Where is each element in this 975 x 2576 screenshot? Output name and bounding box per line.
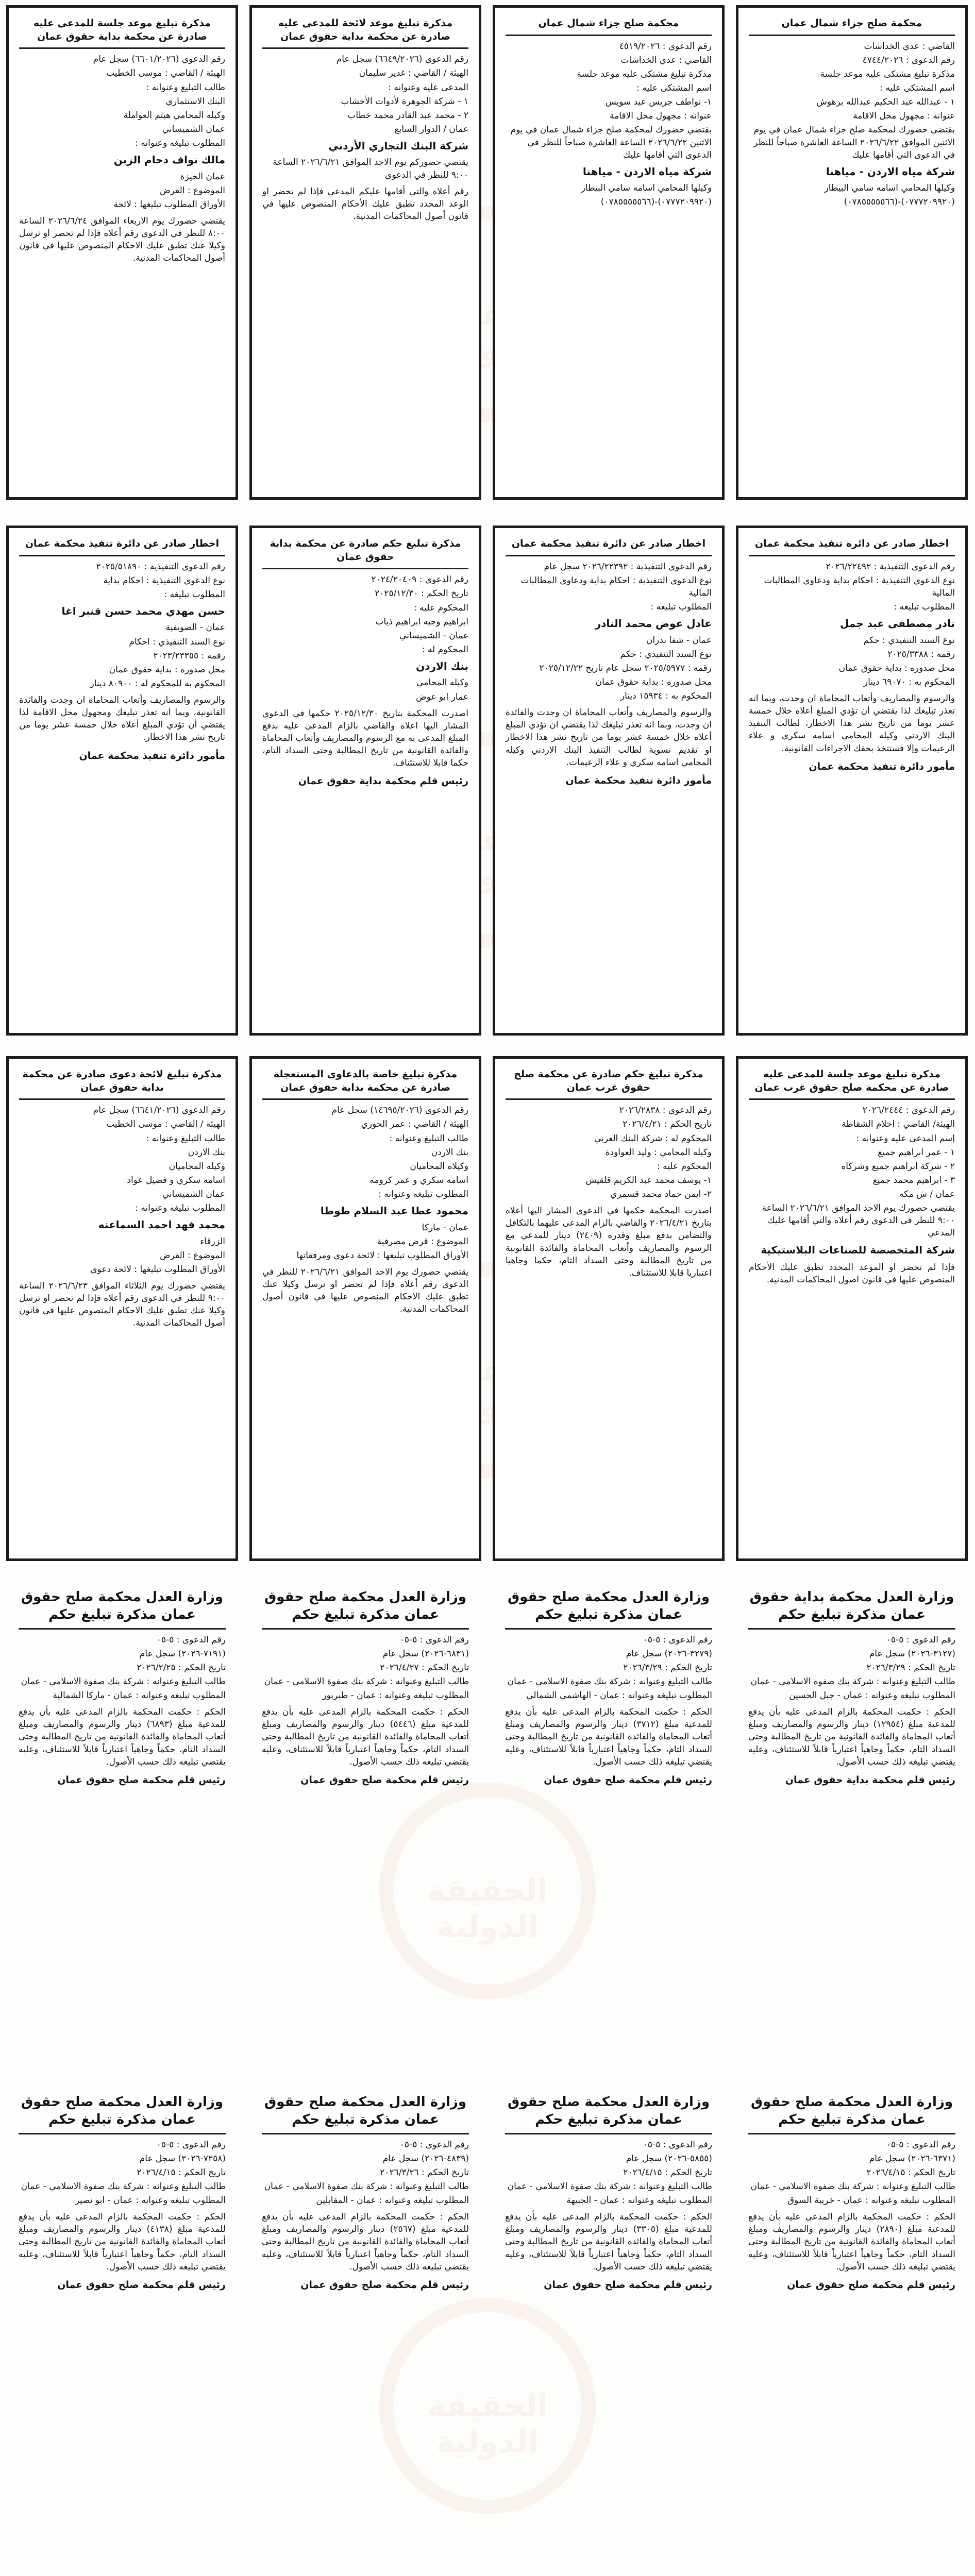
notice-line: يقتضي حضوركم يوم الاحد الموافق ٢٠٢٦/٦/٢١ الساعة ٩:٠٠ للنظر في الدعوى: [273, 157, 468, 180]
notice-line: المحكوم به : ١٥٩٣٤ دينار: [620, 691, 712, 702]
notice-line: بقتضي حضورك لمحكمة صلح جزاء شمال عمان في يوم الاثنين ٢٠٢٦/٦/٢٢ الساعة العاشرة صباحاً للنظر في الدعوى التي أقامها عليك: [510, 125, 712, 160]
notice-line: (٦٨٣١-٢٠٢٦) سجل عام: [382, 1648, 469, 1659]
notice-line: وكيلاه المحاميان: [410, 1161, 468, 1172]
notice-line: المطلوب تبليغه :: [164, 589, 225, 600]
notice-line: المطلوب تبليغه وعنوانه : عمان - طبربور: [322, 1690, 469, 1701]
notice-body: يقتضي حضورك يوم الاربعاء الموافق ٢٠٢٦/٦/٢٤ الساعة ٨:٠٠ للنظر في الدعوى رقم أعلاه فإذا لم تحضر او ترسل وكيلا عنك تطبق عليك الاحكام المنصوص عليها في قانون أصول المحاكمات المدنية.: [19, 215, 225, 264]
notice-divider: [19, 47, 225, 49]
notice-line: الهيئة / القاضي : غدير سليمان: [359, 68, 468, 79]
legal-notice: [736, 1582, 968, 2076]
notice-line: وكيله المحامي : وليد العواودة: [605, 1147, 712, 1158]
notice-line: الأوراق المطلوب تبليغها : لائحة دعوى: [90, 1264, 225, 1275]
notice-line: تاريخ الحكم : ٢٠٢٦/٣/٢٩: [623, 1662, 712, 1673]
notice-line: بنك الاردن: [431, 1147, 468, 1158]
notice-divider: [505, 2133, 712, 2134]
legal-notice: [6, 1056, 238, 1561]
notice-divider: [262, 47, 468, 49]
notice-body: اصدرت المحكمة حكمها في الدعوى المشار اليها أعلاه بتاريخ ٢٠٢٦/٤/٢١ والقاضي بالزام المدعى عليهما بالتكافل والتضامن بدفع مبلغ وقدره (٢٤٠٩) دينار للمدعي مع الرسوم والمصاريف وأتعاب المحاماة والفائدة القانونية من تاريخ المطالبة وحتى السداد التام، حكما وجاهيا اعتباريا قابلا للاستئناف.: [506, 1206, 712, 1278]
notice-line: طالب التبليغ وعنوانه : شركة بنك صفوة الاسلامي - عمان: [507, 2181, 712, 2192]
notice-body: يقتضي حضورك يوم الثلاثاء الموافق ٢٠٢٦/٦/٢٣ الساعة ٩:٠٠ للنظر في الدعوى رقم أعلاه فإذا لم تحضر او ترسل وكيلا عنك تطبق عليك الاحكام المنصوص عليها في قانون أصول المحاكمات المدنية.: [19, 1281, 225, 1329]
notice-line: طالب التبليغ وعنوانه :: [146, 1133, 225, 1144]
notice-line: رقم الدعوى : ٥-٠٥: [156, 2139, 226, 2150]
notice-header: وزارة العدل محكمة صلح حقوق عمان مذكرة تبليغ حكم: [507, 1589, 710, 1622]
notice-line: رقم الدعوى : ٥-٠٥: [886, 2139, 955, 2150]
notice-line: المطلوب تبليغه :: [650, 602, 712, 613]
notice-line: نوع السند التنفيذي : حكم: [620, 649, 712, 659]
notice-line: ٢ - محمد عبد القادر محمد خطاب: [347, 110, 468, 121]
notice-line: (٧٢٥٨-٢٠٢٦) سجل عام: [139, 2153, 226, 2164]
notice-line: تاريخ الحكم : ٢٠٢٦/٤/١٥: [866, 2167, 955, 2178]
notice-line: الزرقاء: [200, 1236, 225, 1247]
notice-header: مذكرة تبليغ حكم صادرة عن محكمة صلح حقوق غرب عمان: [514, 1069, 703, 1093]
notice-signature: رئيس قلم محكمة صلح حقوق عمان: [57, 2279, 226, 2291]
notice-body: والرسوم والمصاريف وأتعاب المحاماة ان وجدت والفائدة ان وجدت، وبما انه تعذر تبليغك لذا يقتضي ان تؤدي المبلغ أعلاه خلال خمسة عشر يوما من تاريخ نشر هذا الاخطار او تقديم تسوية لطالب التنفيذ البنك الاردني وكيله المحامي اسامه سكري و علاء الرعيمات.: [506, 707, 712, 768]
notice-line: الهيئة / القاضي : موسى الخطيب: [106, 1119, 225, 1130]
notice-line: ١ - عمر ابراهيم جميع: [878, 1147, 955, 1158]
watermark-text: الحقيقة الدولية: [427, 2388, 548, 2460]
watermark-text: الحقيقة الدولية: [427, 822, 548, 894]
notice-body: الحكم : حكمت المحكمة بالزام المدعى عليه بأن يدفع للمدعية مبلغ (٥٤٤٦) دينار والرسوم والمصاريف ومبلغ أتعاب المحاماة والفائدة القانونية من تاريخ المطالبة وحتى السداد التام، حكماً وجاهياً اعتبارياً قابلاً للاستئناف، وعليه يقتضي تبليغه ذلك حسب الأصول.: [262, 1707, 469, 1767]
notice-line: (٣٢٧٩-٢٠٢٦) سجل عام: [626, 1648, 712, 1659]
legal-notice: [6, 526, 238, 1036]
legal-notice: [736, 2087, 968, 2576]
notice-line: نوع الدعوى التنفيذية : احكام بداية: [103, 575, 225, 586]
notice-header: وزارة العدل محكمة صلح حقوق عمان مذكرة تبليغ حكم: [507, 2094, 710, 2127]
notice-party-name: بنك الاردن: [416, 660, 468, 673]
notice-line: (٣١٢٧-٢٠٢٦) سجل عام: [869, 1648, 955, 1659]
legal-notice: [6, 2087, 238, 2576]
notice-party-name: محمد فهد احمد السماعنه: [98, 1218, 225, 1231]
notice-party-name: شركة البنك التجاري الأردني: [328, 140, 468, 152]
notice-header: اخطار صادر عن دائرة تنفيذ محكمة عمان: [754, 538, 949, 549]
notice-body: الحكم : حكمت المحكمة بالزام المدعى عليه بأن يدفع للمدعية مبلغ (١٢٩٥٤) دينار والرسوم والمصاريف ومبلغ أتعاب المحاماة والفائدة القانونية من تاريخ المطالبة وحتى السداد التام، حكماً وجاهياً اعتبارياً قابلاً للاستئناف، وعليه يقتضي تبليغه ذلك حسب الأصول.: [748, 1707, 955, 1767]
notice-line: نوع الدعوى التنفيذية : احكام بداية ودعاوى المطالبات المالية: [520, 575, 712, 598]
notice-party-name: محمود عطا عبد السلام طوطا: [320, 1205, 468, 1217]
notice-line: عمان / الدوار السابع: [394, 124, 468, 134]
notice-line: اسامه سكري و عمر كرومه: [369, 1175, 468, 1185]
notice-line: رقم الدعوى (٦٦٤١/٢٠٢٦) سجل عام: [93, 1105, 225, 1116]
notice-line: رقم الدعوى : ٢٠٢٤/٢٠٤٠٩: [371, 574, 468, 585]
notice-line: تاريخ الحكم : ٢٠٢٦/٤/١٥: [623, 2167, 712, 2178]
notice-line: تاريخ الحكم : ٢٠٢٦/٢/٢٥: [137, 1662, 226, 1673]
notice-line: عمار ابو عوض: [416, 691, 468, 702]
notice-header: وزارة العدل محكمة صلح حقوق عمان مذكرة تبليغ حكم: [21, 2094, 224, 2127]
notice-signature: رئيس قلم محكمة صلح حقوق عمان: [787, 2279, 955, 2291]
notice-line: الموضوع : القرض: [160, 185, 225, 196]
notice-line: المطلوب تبليغه وعنوانه : عمان - ماركا الشمالية: [53, 1690, 226, 1701]
notice-header: مذكرة تبليغ موعد جلسة للمدعى عليه صادرة عن محكمة صلح حقوق غرب عمان: [754, 1069, 949, 1093]
notice-line: عمان - الشميساني: [399, 630, 468, 641]
notice-line: رقم الدعوى : ٤٥١٩/٢٠٢٦: [619, 41, 712, 52]
notice-body: والرسوم والمصاريف وأتعاب المحاماة ان وجدت والفائدة القانونية، وبما انه تعذر تبليغك ومجهول محل الاقامة لذا يقتضي أن تؤدي المبلغ أعلاه خلال خمسة عشر يوما من تاريخ نشر هذا الاخطار.: [19, 695, 225, 743]
notices-row: [6, 526, 969, 1036]
notice-line: رقم الدعوى التنفيذية : ٢٠٢٦/٢٢٣٩٢ سجل عام: [544, 561, 712, 572]
notice-line: رقم الدعوى : ٥-٠٥: [156, 1634, 226, 1645]
notice-line: وكيله المحامي: [416, 677, 468, 688]
legal-notice: [493, 1056, 725, 1561]
notice-line: المطلوب تبليغه وعنوانه : عمان - الهاشمي الشمالي: [526, 1690, 712, 1701]
notice-line: عمان الجيزة: [180, 171, 225, 182]
notice-line: (٠٧٧٧٢٠٩٩٢٠)-(٠٧٨٥٥٥٥٥٦٦): [844, 197, 955, 208]
notice-divider: [19, 1628, 226, 1630]
notice-divider: [748, 2133, 955, 2134]
notice-line: محل صدوره : بداية حقوق عمان: [109, 664, 225, 675]
notice-line: رقم الدعوى : ٥-٠٥: [886, 1634, 955, 1645]
legal-notice: [249, 526, 481, 1036]
notice-divider: [749, 555, 955, 556]
notice-line: عمان / ش مكه: [899, 1189, 955, 1200]
notice-signature: مأمور دائرة تنفيذ محكمة عمان: [809, 760, 955, 772]
notice-line: رقم الدعوى (٦٦٤٩/٢٠٢٦) سجل عام: [336, 54, 468, 65]
notice-party-name: عادل عوض محمد النادر: [595, 617, 712, 630]
notice-divider: [19, 555, 225, 556]
notice-line: مذكرة تبليغ مشتكى عليه موعد جلسة: [820, 69, 955, 79]
notice-line: رقمه : ٢٠٢٥/٥٩٧٧ سجل عام تاريخ ٢٠٢٥/١٢/٢٢: [539, 663, 712, 673]
notice-party-name: نادر مصطفى عبد جمل: [840, 617, 955, 630]
notice-line: رقم الدعوى : ٢٠٢٦/٢٤٤٤: [862, 1105, 955, 1116]
notice-line: تاريخ الحكم : ٢٠٢٦/٤/٢٧: [380, 1662, 469, 1673]
notice-body: الحكم : حكمت المحكمة بالزام المدعى عليه بأن يدفع للمدعية مبلغ (٦٨٩٣) دينار والرسوم والمصاريف ومبلغ أتعاب المحاماة والفائدة القانونية من تاريخ المطالبة وحتى السداد التام، حكماً وجاهياً اعتبارياً قابلاً للاستئناف، وعليه يقتضي تبليغه ذلك حسب الأصول.: [19, 1707, 226, 1767]
notice-divider: [19, 2133, 226, 2134]
notice-line: عنوانه : مجهول محل الاقامة: [853, 111, 955, 122]
notice-line: ١ - شركة الجوهرة لأدوات الأخشاب: [341, 96, 468, 107]
notice-line: نوع السند التنفيذي : احكام: [129, 636, 225, 647]
notice-header: اخطار صادر عن دائرة تنفيذ محكمة عمان: [511, 538, 706, 549]
legal-notice: [6, 5, 238, 500]
notice-party-name: مالك نواف دحام الزبن: [113, 154, 225, 166]
notice-body: الحكم : حكمت المحكمة بالزام المدعى عليه بأن يدفع للمدعية مبلغ (٣٧١٢) دينار والرسوم والمصاريف ومبلغ أتعاب المحاماة والفائدة القانونية من تاريخ المطالبة وحتى السداد التام، حكماً وجاهياً اعتبارياً قابلاً للاستئناف، وعليه يقتضي تبليغه ذلك حسب الأصول.: [505, 1707, 712, 1767]
notice-body: اصدرت المحكمة بتاريخ ٢٠٢٥/١٢/٣٠ حكمها في الدعوى المشار اليها اعلاه والقاضي بالزام المدعى عليه بدفع المبلغ المدعى به مع الرسوم والمصاريف وأتعاب المحاماة والفائدة القانونية من تاريخ المطالبة وحتى السداد التام، حكما قابلا للاستئناف.: [262, 708, 469, 769]
notice-line: المطلوب تبليغه وعنوانه : عمان - الجبيهة: [566, 2195, 712, 2206]
legal-notice: [736, 1056, 968, 1561]
notice-divider: [262, 568, 468, 569]
notice-line: رقم الدعوى التنفيذية : ٢٠٢٦/٢٢٤٩٢: [826, 561, 955, 572]
notice-line: اسامه سكري و فضيل عواد: [127, 1175, 225, 1185]
notice-line: المحكوم به للمحكوم له : ٨٠٩٠٠ دينار: [90, 678, 225, 689]
notice-line: طالب التبليغ وعنوانه : شركة بنك صفوة الاسلامي - عمان: [21, 2181, 226, 2192]
notice-line: ابراهيم وجيه ابراهيم ذياب: [375, 616, 468, 627]
notice-line: وكيلها المحامي اسامه سامي البيطار: [824, 183, 955, 194]
notice-header: مذكرة تبليغ لائحة دعوى صادرة عن محكمة بداية حقوق عمان: [22, 1069, 222, 1093]
notice-line: نوع السند التنفيذي : حكم: [863, 635, 955, 646]
notice-party-name: شركة المتخصصة للصناعات البلاستيكية: [761, 1243, 955, 1256]
notice-line: ٢ - شركة ابراهيم جميع وشركاه: [841, 1161, 955, 1172]
notice-signature: مأمور دائرة تنفيذ محكمة عمان: [565, 774, 712, 786]
notice-line: إسم المدعى عليه وعنوانه :: [856, 1133, 955, 1144]
notice-line: المطلوب تبليغه وعنوانه : عمان - المقابلين: [316, 2195, 469, 2206]
legal-notice: [736, 526, 968, 1036]
notice-line: المحكوم له : شركة البنك العربي: [594, 1133, 712, 1144]
notice-header: وزارة العدل محكمة صلح حقوق عمان مذكرة تبليغ حكم: [21, 1589, 224, 1622]
notice-line: رقم الدعوى : ٢٠٢٦/٢٨٣٨: [619, 1105, 712, 1116]
notice-line: المطلوب تبليغه وعنوانه :: [135, 1203, 225, 1214]
notice-divider: [262, 1628, 469, 1630]
notice-header: اخطار صادر عن دائرة تنفيذ محكمة عمان: [25, 538, 220, 549]
notice-line: الهيئة / القاضي : عمر الحوري: [361, 1119, 468, 1130]
notice-line: الأوراق المطلوب تبليغها : لائحة: [113, 199, 225, 210]
notice-line: المطلوب تبليغه وعنوانه :: [135, 138, 225, 149]
notice-line: الموضوع : القرض: [160, 1250, 225, 1261]
notice-line: عنوانه : مجهول محل الاقامة: [610, 111, 712, 122]
notice-line: المطلوب تبليغه وعنوانه : عمان - ابو نصير: [75, 2195, 226, 2206]
notice-line: عمان الشميساني: [162, 124, 225, 134]
notice-divider: [506, 555, 712, 556]
notice-line: عمان - شفا بدران: [646, 635, 712, 646]
notice-line: رقم الدعوى (٦٦٠١/٢٠٢٦) سجل عام: [93, 54, 225, 65]
notice-line: رقم الدعوى : ٥-٠٥: [643, 2139, 712, 2150]
notice-party-name: شركة مياه الاردن - مياهنا: [582, 165, 712, 178]
notice-line: المحكوم به : ٦٩٠٧٠ دينار: [863, 676, 955, 687]
notice-party-name: حسن مهدي محمد حسن قنبر اغا: [61, 605, 225, 618]
notice-divider: [748, 1628, 955, 1630]
notice-line: طالب التبليغ وعنوانه : شركة بنك صفوة الاسلامي - عمان: [21, 1676, 226, 1687]
legal-notice: [493, 1582, 725, 2076]
notice-header: وزارة العدل محكمة بداية حقوق عمان مذكرة تبليغ حكم: [749, 1589, 954, 1622]
notice-divider: [262, 2133, 469, 2134]
notices-row: [6, 1056, 969, 1561]
notice-header: مذكرة تبليغ موعد جلسة للمدعى عليه صادرة عن محكمة بداية حقوق عمان: [33, 18, 211, 42]
notice-line: المطلوب تبليغه وعنوانه : عمان - خريبة السوق: [787, 2195, 955, 2206]
notice-line: الأوراق المطلوب تبليغها : لائحة دعوى ومرفقاتها: [296, 1250, 468, 1261]
notice-header: مذكرة تبليغ خاصة بالدعاوى المستعجلة صادرة عن محكمة بداية حقوق عمان: [273, 1069, 458, 1093]
watermark-text: الحقيقة الدولية: [427, 1873, 548, 1945]
notice-line: طالب التبليغ وعنوانه : شركة بنك صفوة الاسلامي - عمان: [264, 2181, 469, 2192]
notice-line: (٦٣٧١-٢٠٢٦) سجل عام: [869, 2153, 955, 2164]
notice-header: مذكرة تبليغ موعد لائحة للمدعى عليه صادرة عن محكمة بداية حقوق عمان: [278, 18, 453, 42]
notice-line: القاضي : عدي الخداشات: [864, 41, 955, 52]
notice-line: وكيله المحاميان: [169, 1161, 225, 1172]
notice-header: مذكرة تبليغ حكم صادرة عن محكمة بداية حقوق عمان: [270, 538, 461, 563]
notice-line: طالب التبليغ وعنوانه : شركة بنك صفوة الاسلامي - عمان: [750, 2181, 955, 2192]
notice-line: طالب التبليغ وعنوانه :: [146, 82, 225, 93]
notice-line: المطلوب تبليغه وعنوانه :: [378, 1189, 468, 1200]
notice-line: (٧١٩١-٢٠٢٦) سجل عام: [139, 1648, 226, 1659]
notice-line: تاريخ الحكم : ٢٠٢٦/٤/١٥: [137, 2167, 226, 2178]
notices-row: [6, 2087, 969, 2576]
notice-line: محل صدوره : بداية حقوق عمان: [838, 663, 955, 673]
notice-line: وكيله المحامي هيثم العواملة: [123, 110, 225, 121]
notice-line: طالب التبليغ وعنوانه :: [389, 1133, 468, 1144]
notice-line: المدعى عليه وعنوانه :: [388, 82, 468, 93]
notice-line: محل صدوره : بداية حقوق عمان: [595, 676, 712, 687]
notice-header: محكمة صلح جزاء شمال عمان: [781, 18, 922, 29]
notice-header: وزارة العدل محكمة صلح حقوق عمان مذكرة تبليغ حكم: [264, 2094, 467, 2127]
notice-line: ٢- ايمن حماد محمد قسمري: [610, 1189, 712, 1200]
notice-header: وزارة العدل محكمة صلح حقوق عمان مذكرة تبليغ حكم: [750, 2094, 953, 2127]
notice-divider: [506, 1098, 712, 1100]
notices-row: [6, 5, 969, 500]
notice-line: طالب التبليغ وعنوانه : شركة بنك صفوة الاسلامي - عمان: [507, 1676, 712, 1687]
notice-line: ١- نواطف جريس عبد سويس: [605, 97, 712, 108]
legal-notice: [249, 1056, 481, 1561]
notice-line: رقم الدعوى (١٤٦٩٥/٢٠٢٦) سجل عام: [331, 1105, 468, 1116]
notice-signature: رئيس قلم محكمة بداية حقوق عمان: [298, 775, 468, 787]
notice-line: المحكوم عليه :: [414, 602, 468, 613]
notice-line: (٠٧٧٧٢٠٩٩٢٠)-(٠٧٨٥٥٥٥٥٦٦): [600, 197, 712, 208]
notice-signature: مأمور دائرة تنفيذ محكمة عمان: [79, 750, 225, 761]
notice-line: عمان الشميساني: [162, 1189, 225, 1200]
notice-line: عمان - الصويفية: [165, 622, 225, 633]
legal-notice: [493, 2087, 725, 2576]
notice-body: الحكم : حكمت المحكمة بالزام المدعى عليه بأن يدفع للمدعية مبلغ (٣٣٠٥) دينار والرسوم والمصاريف ومبلغ أتعاب المحاماة والفائدة القانونية من تاريخ المطالبة وحتى السداد التام، حكماً وجاهياً اعتبارياً قابلاً للاستئناف، وعليه يقتضي تبليغه ذلك حسب الأصول.: [505, 2212, 712, 2272]
notice-line: الهيئة / القاضي : موسى الخطيب: [106, 68, 225, 79]
notice-line: (٥٨٥٥-٢٠٢٦) سجل عام: [626, 2153, 712, 2164]
watermark-text: الحقيقة الدولية: [427, 296, 548, 368]
notice-signature: رئيس قلم محكمة صلح حقوق عمان: [57, 1774, 226, 1786]
notice-line: رقم الدعوى : ٥-٠٥: [399, 1634, 469, 1645]
notice-signature: رئيس قلم محكمة صلح حقوق عمان: [300, 2279, 469, 2291]
notice-line: المحكوم له :: [422, 644, 468, 655]
notice-line: رقم الدعوى التنفيذية : ٢٠٢٥/٥١٨٩٠: [96, 561, 225, 572]
notice-line: نوع الدعوى التنفيذية : احكام بداية ودعاوى المطالبات المالية: [764, 575, 955, 598]
legal-notice: [249, 2087, 481, 2576]
notice-line: عمان - ماركا: [422, 1222, 468, 1233]
legal-notice: [249, 1582, 481, 2076]
notice-body: الحكم : حكمت المحكمة بالزام المدعى عليه بأن يدفع للمدعية مبلغ (٢٨٩٠) دينار والرسوم والمصاريف ومبلغ أتعاب المحاماة والفائدة القانونية من تاريخ المطالبة وحتى السداد التام، حكماً وجاهياً اعتبارياً قابلاً للاستئناف، وعليه يقتضي تبليغه ذلك حسب الأصول.: [748, 2212, 955, 2272]
notice-signature: رئيس قلم محكمة صلح حقوق عمان: [300, 1774, 469, 1786]
notice-divider: [749, 35, 955, 36]
notice-line: رقمه : ٢٠٢٥/٣٣٨٨: [887, 649, 955, 659]
notice-line: المطلوب تبليغه :: [894, 602, 955, 613]
notice-body: والرسوم والمصاريف وأتعاب المحاماة ان وجدت، وبما انه تعذر تبليغك لذا يقتضي أن تؤدي المبلغ أعلاه خلال خمسة عشر يوما من تاريخ نشر هذا الاخطار، لطالب التنفيذ البنك الاردني وكيله المحامي اسامه سكري و علاء الرعيمات وإلا فستتخذ بحقك الاجراءات القانونية.: [749, 693, 955, 754]
notice-body: فإذا لم تحضر او الموعد المحدد تطبق عليك الأحكام المنصوص عليها في قانون اصول المحاكمات المدنية.: [749, 1262, 955, 1285]
notice-body: رقم أعلاه والتي أقامها عليكم المدعي فإذا لم تحضر او الوعد المحدد تطبق عليك الأحكام المنصوص عليها في قانون أصول المحاكمات المدنية.: [262, 186, 468, 222]
notice-line: تاريخ الحكم : ٢٠٢٦/٣/٢٦: [380, 2167, 469, 2178]
legal-notice: [249, 5, 481, 500]
notice-line: رقم الدعوى : ٥-٠٥: [643, 1634, 712, 1645]
notice-line: تاريخ الحكم : ٢٠٢٦/٤/٢١: [623, 1119, 712, 1130]
notice-signature: رئيس قلم محكمة بداية حقوق عمان: [785, 1774, 955, 1786]
notice-body: يقتضي حضورك يوم الاحد الموافق ٢٠٢٦/٦/٢١ للنظر في الدعوى رقم أعلاه فإذا لم تحضر او ترسل وكيلا عنك تطبق عليك الاحكام المنصوص عليها في قانون أصول المحاكمات المدنية.: [262, 1266, 468, 1315]
notice-line: ١- يوسف محمد عبد الكريم قلقيش: [585, 1175, 712, 1185]
notice-line: بنك الاردن: [188, 1147, 225, 1158]
legal-notice: [493, 526, 725, 1036]
notice-divider: [749, 1098, 955, 1100]
notice-line: (٤٨٣٩-٢٠٢٦) سجل عام: [382, 2153, 469, 2164]
notice-line: طالب التبليغ وعنوانه : شركة بنك صفوة الاسلامي - عمان: [750, 1676, 955, 1687]
notice-divider: [505, 1628, 712, 1630]
notice-divider: [262, 1098, 468, 1100]
legal-notice: [6, 1582, 238, 2076]
notice-line: يقتضي حضورك يوم الاحد الموافق ٢٠٢٦/٦/٢١ الساعة ٩:٠٠ للنظر في الدعوى رقم أعلاه والتي أقامها عليك المدعي: [762, 1203, 955, 1239]
notice-divider: [19, 1098, 225, 1100]
notice-line: القاضي : عدي الخداشات: [620, 55, 712, 65]
notice-signature: رئيس قلم محكمة صلح حقوق عمان: [544, 1774, 712, 1786]
notice-header: محكمة صلح جزاء شمال عمان: [538, 18, 679, 29]
notice-line: تاريخ الحكم : ٢٠٢٥/١٢/٣٠: [375, 588, 468, 599]
notice-line: بقتضي حضورك لمحكمة صلح جزاء شمال عمان في يوم الاثنين الموافق ٢٠٢٦/٦/٢٢ الساعة العاشرة صباحاً للنظر في الدعوى التي أقامها عليك: [753, 125, 955, 160]
notice-line: اسم المشتكى عليه :: [880, 83, 955, 94]
legal-notice: [736, 5, 968, 500]
notice-line: رقم الدعوى : ٥-٠٥: [399, 2139, 469, 2150]
notice-line: اسم المشتكى عليه :: [636, 83, 712, 94]
legal-notice: [493, 5, 725, 500]
notice-line: طالب التبليغ وعنوانه : شركة بنك صفوة الاسلامي - عمان: [264, 1676, 469, 1687]
notice-line: المحكوم عليه :: [657, 1161, 712, 1172]
notice-line: المطلوب تبليغه وعنوانه : عمان - جبل الحسين: [789, 1690, 955, 1701]
notice-line: رقم الدعوى : ٤٧٤٤/٢٠٢٦: [862, 55, 955, 65]
watermark-text: الحقيقة الدولية: [427, 1352, 548, 1425]
notice-body: الحكم : حكمت المحكمة بالزام المدعى عليه بأن يدفع للمدعية مبلغ (٢٥٦٧) دينار والرسوم والمصاريف ومبلغ أتعاب المحاماة والفائدة القانونية من تاريخ المطالبة وحتى السداد التام، حكماً وجاهياً اعتبارياً قابلاً للاستئناف، وعليه يقتضي تبليغه ذلك حسب الأصول.: [262, 2212, 469, 2272]
notice-line: وكيلها المحامي اسامه سامي البيطار: [581, 183, 712, 194]
notice-line: تاريخ الحكم : ٢٠٢٦/٣/٢٩: [866, 1662, 955, 1673]
notice-line: ٣ - ابراهيم محمد جميع: [872, 1175, 955, 1185]
notice-divider: [506, 35, 712, 36]
notice-body: الحكم : حكمت المحكمة بالزام المدعى عليه بأن يدفع للمدعية مبلغ (٤١٣٨) دينار والرسوم والمصاريف ومبلغ أتعاب المحاماة والفائدة القانونية من تاريخ المطالبة وحتى السداد التام، حكماً وجاهياً اعتبارياً قابلاً للاستئناف، وعليه يقتضي تبليغه ذلك حسب الأصول.: [19, 2212, 226, 2272]
notice-signature: رئيس قلم محكمة صلح حقوق عمان: [544, 2279, 712, 2291]
notice-line: رقمه : ٢٠٢٣/٢٣٣٥٥: [153, 650, 225, 661]
notice-header: وزارة العدل محكمة صلح حقوق عمان مذكرة تبليغ حكم: [264, 1589, 467, 1622]
notice-line: البنك الاستثماري: [165, 96, 225, 107]
notice-line: مذكرة تبليغ مشتكى عليه موعد جلسة: [577, 69, 712, 79]
notice-line: الهيئة/ القاضي : احلام الشقاطة: [842, 1119, 955, 1130]
notices-row: [6, 1582, 969, 2076]
notice-party-name: شركة مياه الاردن - مياهنا: [826, 165, 955, 178]
notice-line: ١ - عبدالله عبد الحكيم عبدالله برهوش: [816, 97, 955, 108]
notice-line: الموضوع : قرض مصرفية: [377, 1236, 468, 1247]
